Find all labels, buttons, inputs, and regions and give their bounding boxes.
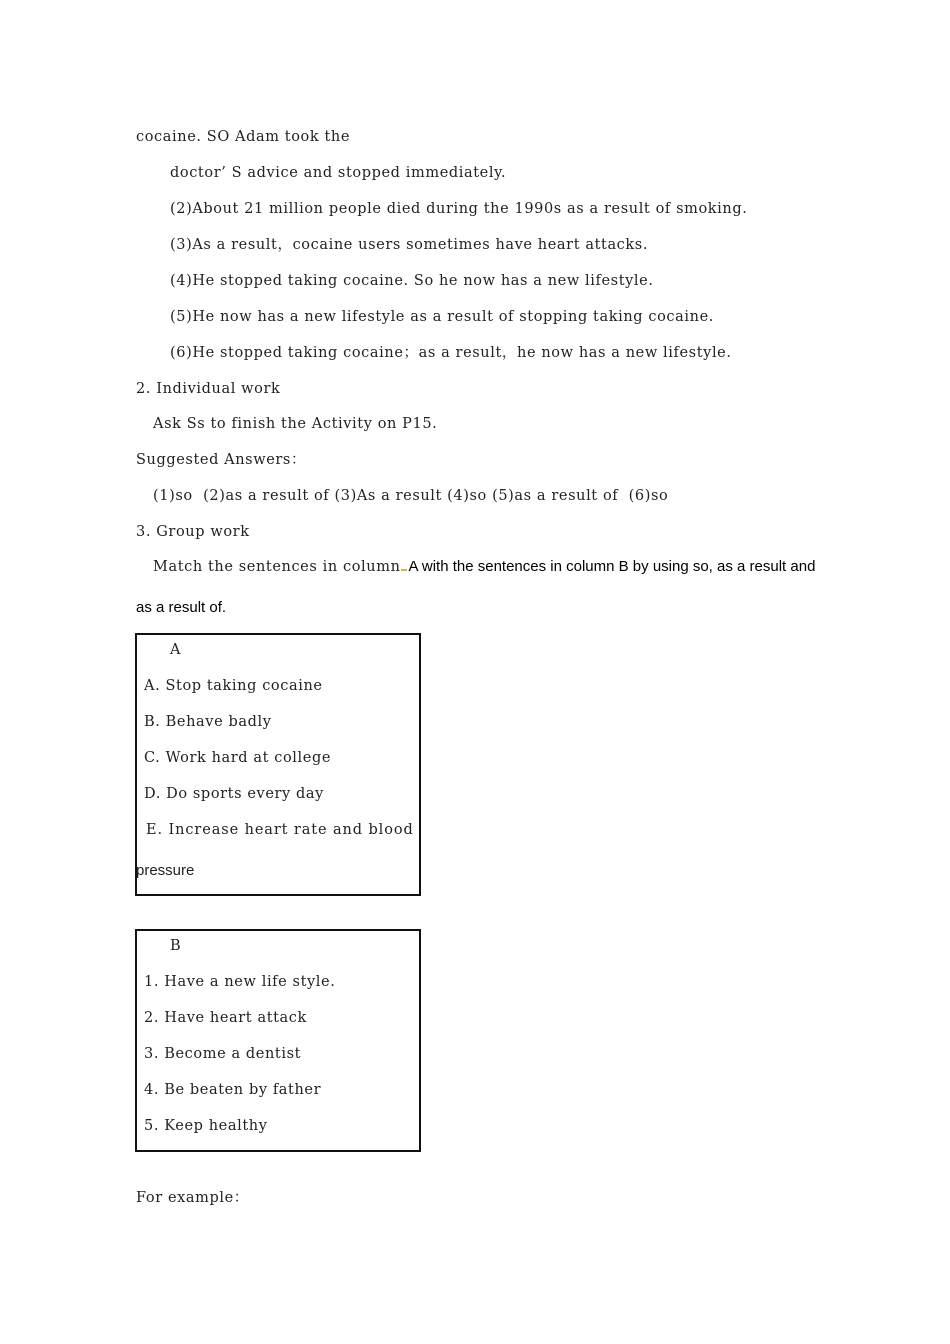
table-a-header: A <box>170 642 182 658</box>
table-b-item: 2. Have heart attack <box>144 1010 307 1026</box>
table-a-item-continued: pressure <box>136 862 195 879</box>
table-a-item: B. Behave badly <box>144 714 272 730</box>
text-line-7: (6)He stopped taking cocaine；as a result，he now has a new lifestyle. <box>170 345 732 361</box>
text-line-3: (2)About 21 million people died during the 1990s as a result of smoking. <box>170 201 748 217</box>
table-a-item: E. Increase heart rate and blood <box>146 822 414 838</box>
table-a-item: C. Work hard at college <box>144 750 332 766</box>
text-line-2: doctor’ S advice and stopped immediately. <box>170 165 507 181</box>
match-instruction <box>153 556 815 578</box>
match-instruction-mono: Match the sentences in column <box>153 559 401 575</box>
section-heading-group-work: 3. Group work <box>136 524 250 540</box>
table-column-a <box>135 633 421 896</box>
section-heading-individual-work: 2. Individual work <box>136 381 281 397</box>
table-column-b <box>135 929 421 1152</box>
text-line-4: (3)As a result，cocaine users sometimes have heart attacks. <box>170 237 649 253</box>
text-line-5: (4)He stopped taking cocaine. So he now has a new lifestyle. <box>170 273 654 289</box>
table-a-item: A. Stop taking cocaine <box>144 678 323 694</box>
table-b-item: 3. Become a dentist <box>144 1046 302 1062</box>
suggested-answers-label: Suggested Answers： <box>136 452 307 468</box>
table-b-item: 4. Be beaten by father <box>144 1082 322 1098</box>
suggested-answers: (1)so (2)as a result of (3)As a result (4)so (5)as a result of (6)so <box>153 488 669 504</box>
text-cursor-icon <box>401 569 407 571</box>
text-line-1: cocaine. SO Adam took the <box>136 129 351 145</box>
table-a-item: D. Do sports every day <box>144 786 324 802</box>
table-b-item: 1. Have a new life style. <box>144 974 336 990</box>
for-example-label: For example： <box>136 1190 249 1206</box>
match-instruction-continued: as a result of. <box>136 599 227 616</box>
table-b-header: B <box>170 938 182 954</box>
match-instruction-sans: A with the sentences in column B by using so, as a result and <box>408 558 816 575</box>
table-b-item: 5. Keep healthy <box>144 1118 268 1134</box>
text-line-activity: Ask Ss to finish the Activity on P15. <box>153 416 438 432</box>
text-line-6: (5)He now has a new lifestyle as a result of stopping taking cocaine. <box>170 309 714 325</box>
